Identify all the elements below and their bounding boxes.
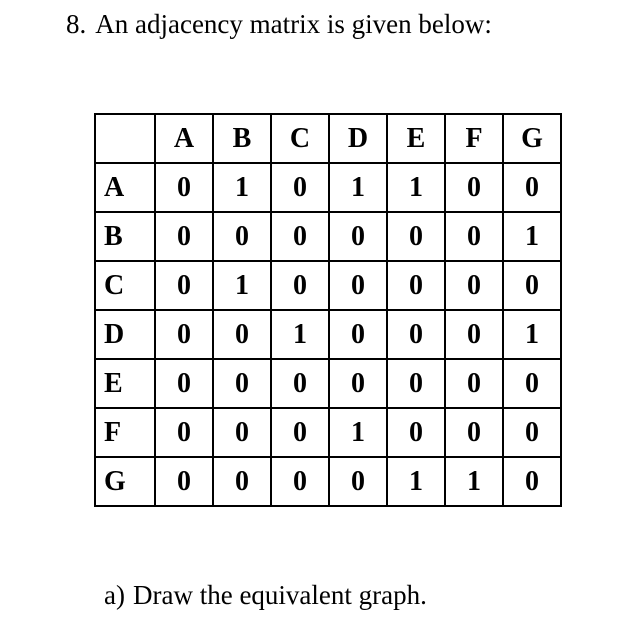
matrix-cell: 0: [503, 261, 561, 310]
subquestion-text: Draw the equivalent graph.: [132, 580, 427, 610]
column-header-g: G: [503, 114, 561, 163]
matrix-cell: 0: [387, 359, 445, 408]
matrix-cell: 0: [271, 408, 329, 457]
matrix-cell: 1: [445, 457, 503, 506]
question-line: [66, 8, 492, 40]
matrix-cell: 0: [503, 408, 561, 457]
matrix-corner-cell: [95, 114, 155, 163]
matrix-cell: 0: [213, 359, 271, 408]
matrix-cell: 0: [445, 408, 503, 457]
matrix-cell: 0: [445, 310, 503, 359]
matrix-cell: 1: [329, 408, 387, 457]
matrix-cell: 0: [329, 212, 387, 261]
matrix-cell: 0: [155, 310, 213, 359]
subquestion-line: [104, 579, 427, 611]
matrix-cell: 1: [503, 310, 561, 359]
matrix-cell: 0: [271, 359, 329, 408]
row-header-f: F: [95, 408, 155, 457]
subquestion-letter: a): [104, 580, 125, 610]
matrix-cell: 0: [387, 261, 445, 310]
matrix-cell: 0: [213, 310, 271, 359]
matrix-cell: 0: [445, 261, 503, 310]
matrix-cell: 0: [271, 163, 329, 212]
matrix-row-c: [95, 261, 561, 310]
matrix-cell: 0: [329, 457, 387, 506]
matrix-cell: 0: [155, 163, 213, 212]
matrix-cell: 0: [445, 163, 503, 212]
matrix-cell: 1: [213, 163, 271, 212]
matrix-cell: 0: [445, 359, 503, 408]
matrix-row-a: [95, 163, 561, 212]
matrix-cell: 0: [213, 457, 271, 506]
matrix-cell: 1: [503, 212, 561, 261]
column-header-c: C: [271, 114, 329, 163]
matrix-cell: 1: [387, 163, 445, 212]
adjacency-matrix-table: [94, 113, 562, 507]
matrix-cell: 0: [387, 408, 445, 457]
matrix-cell: 0: [329, 359, 387, 408]
matrix-cell: 0: [155, 359, 213, 408]
matrix-row-e: [95, 359, 561, 408]
matrix-cell: 0: [155, 408, 213, 457]
row-header-e: E: [95, 359, 155, 408]
row-header-g: G: [95, 457, 155, 506]
row-header-c: C: [95, 261, 155, 310]
row-header-a: A: [95, 163, 155, 212]
matrix-cell: 0: [213, 212, 271, 261]
matrix-row-g: [95, 457, 561, 506]
matrix-cell: 1: [213, 261, 271, 310]
matrix-cell: 0: [155, 457, 213, 506]
matrix-cell: 0: [271, 457, 329, 506]
column-header-a: A: [155, 114, 213, 163]
row-header-d: D: [95, 310, 155, 359]
row-header-b: B: [95, 212, 155, 261]
question-number: 8.: [66, 9, 87, 39]
matrix-cell: 0: [271, 212, 329, 261]
matrix-cell: 0: [445, 212, 503, 261]
matrix-cell: 0: [155, 261, 213, 310]
matrix-row-f: [95, 408, 561, 457]
matrix-cell: 1: [271, 310, 329, 359]
matrix-cell: 0: [503, 163, 561, 212]
matrix-cell: 0: [503, 359, 561, 408]
column-header-f: F: [445, 114, 503, 163]
matrix-cell: 0: [387, 212, 445, 261]
matrix-cell: 0: [271, 261, 329, 310]
matrix-cell: 0: [329, 310, 387, 359]
matrix-row-d: [95, 310, 561, 359]
column-header-d: D: [329, 114, 387, 163]
column-header-b: B: [213, 114, 271, 163]
matrix-row-b: [95, 212, 561, 261]
matrix-cell: 0: [503, 457, 561, 506]
matrix-cell: 0: [213, 408, 271, 457]
matrix-cell: 0: [329, 261, 387, 310]
matrix-header-row: [95, 114, 561, 163]
column-header-e: E: [387, 114, 445, 163]
matrix-cell: 0: [387, 310, 445, 359]
matrix-cell: 0: [155, 212, 213, 261]
matrix-cell: 1: [387, 457, 445, 506]
matrix-cell: 1: [329, 163, 387, 212]
question-text: An adjacency matrix is given below:: [95, 9, 492, 39]
